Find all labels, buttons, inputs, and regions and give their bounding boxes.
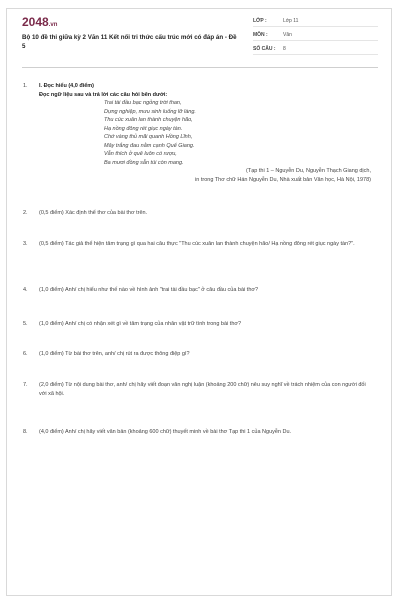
question-text: (1,0 điểm) Anh/ chị có nhận xét gì về tâm trạng của nhân vật trữ tình trong bài thơ? (39, 321, 242, 327)
meta-value: 8 (283, 46, 286, 52)
poem-line: Chớ vàng thủ mãi quanh Hồng Lĩnh, (104, 134, 193, 140)
question-text: (0,5 điểm) Xác định thể thơ của bài thơ trên. (39, 210, 148, 216)
section-intro: Đọc ngữ liệu sau và trả lời các câu hỏi bên dưới: (39, 91, 168, 98)
poem-line: Dựng nghiệp, mưu sinh luống lỡ làng. (104, 108, 196, 115)
meta-value: Văn (283, 32, 292, 38)
meta-subject (253, 32, 378, 41)
poem-line: Mây trắng đau nằm cạnh Quế Giang. (104, 142, 195, 149)
document-title: Bộ 10 đề thi giữa kỳ 2 Văn 11 Kết nối tri thức cấu trúc mới có đáp án - Đề 5 (22, 34, 237, 50)
question-4 (23, 286, 373, 295)
question-1 (23, 82, 373, 184)
question-number: 2. (23, 210, 28, 216)
header-divider (22, 67, 378, 68)
question-number: 5. (23, 321, 28, 327)
poem-line: Vẫn thích ở quê luôn có rượu, (104, 151, 177, 157)
question-text: (0,5 điểm) Tác giả thể hiện tâm trạng gì qua hai câu thực "Thu cúc xuân lan thành chuyện hão/ Hạ nồng đông rét giục ngày tàn?". (39, 241, 355, 247)
poem-line: Hạ nồng đông rét giục ngày tàn. (104, 125, 183, 132)
poem-line: Ba mươi đồng sẵn túi còn mang. (104, 159, 184, 166)
question-5 (23, 320, 373, 329)
question-6 (23, 350, 373, 359)
poem-line: Thu cúc xuân lan thành chuyện hão, (104, 117, 193, 123)
question-text: (1,0 điểm) Anh/ chị hiểu như thế nào về hình ảnh "trai tài đầu bạc" ở câu đầu của bài thơ? (39, 287, 259, 293)
meta-key: LỚP : (253, 18, 267, 24)
meta-count (253, 46, 378, 55)
meta-class (253, 18, 378, 27)
question-2 (23, 209, 373, 218)
logo-text: 2048 (22, 15, 49, 29)
logo-suffix: .vn (48, 22, 58, 28)
question-text: (1,0 điểm) Từ bài thơ trên, anh/ chị rút ra được thông điệp gì? (39, 351, 190, 357)
question-7 (23, 381, 373, 399)
question-8 (23, 428, 373, 437)
site-logo[interactable] (22, 15, 57, 29)
question-number: 8. (23, 429, 28, 435)
question-3 (23, 240, 373, 249)
source-line: (Tạp thi 1 – Nguyễn Du, Nguyễn Thạch Giang dịch, (246, 168, 371, 174)
poem-line: Trai tài đầu bạc ngỏng trời than, (104, 100, 182, 106)
section-title: I. Đọc hiểu (4,0 điểm) (39, 83, 95, 89)
question-text: (4,0 điểm) Anh/ chị hãy viết văn bản (khoảng 600 chữ) thuyết minh về bài thơ Tạp thi 1 của Nguyễn Du. (39, 429, 292, 435)
question-number: 4. (23, 287, 28, 293)
source-line: in trong Thơ chữ Hán Nguyễn Du, Nhà xuất bản Văn học, Hà Nội, 1978) (195, 176, 371, 183)
question-number: 1. (23, 83, 28, 89)
question-number: 6. (23, 351, 28, 357)
question-number: 3. (23, 241, 28, 247)
question-number: 7. (23, 382, 28, 388)
meta-key: MÔN : (253, 32, 268, 38)
meta-key: SỐ CÂU : (253, 46, 276, 52)
question-text: (2,0 điểm) Từ nội dung bài thơ, anh/ chị hãy viết đoạn văn nghị luận (khoảng 200 chữ) nêu suy nghĩ về trách nhiệm của con người đối với xã hội. (39, 382, 366, 397)
meta-value: Lớp 11 (283, 18, 299, 24)
